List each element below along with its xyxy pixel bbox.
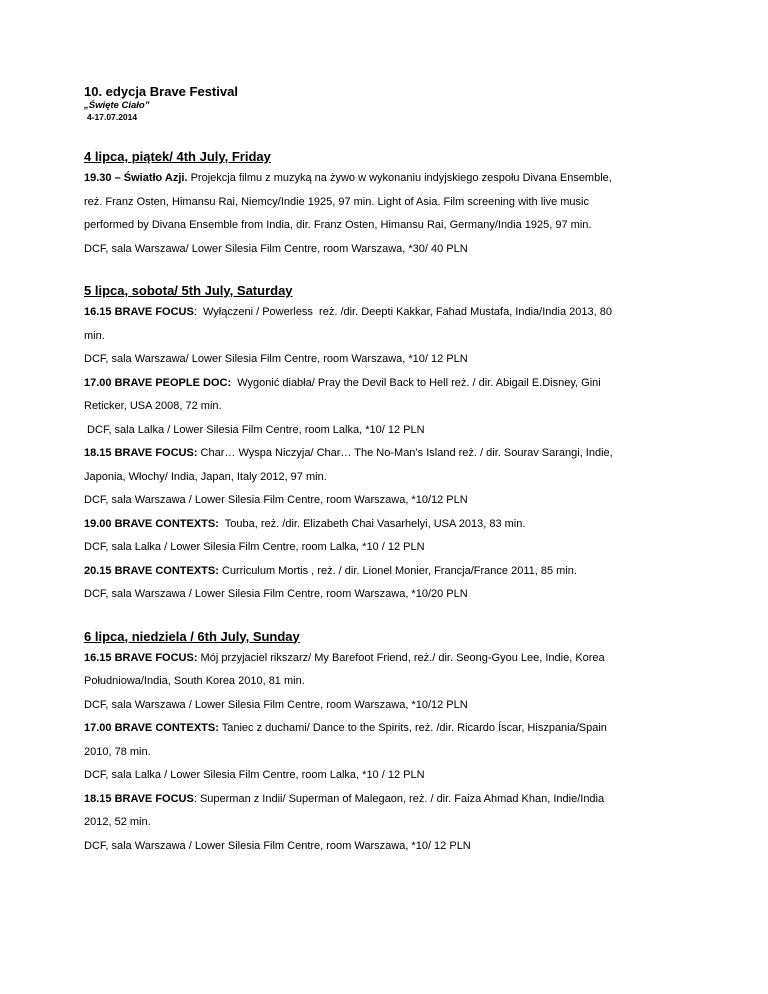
event-text: Mój przyjaciel rikszarz/ My Barefoot Friend, reż./ dir. Seong-Gyou Lee, Indie, Korea — [197, 651, 605, 664]
event-time-label: 20.15 BRAVE CONTEXTS: — [84, 564, 219, 577]
event-text: performed by Divana Ensemble from India, dir. Franz Osten, Himansu Rai, Germany/India 1925, 97 min. — [84, 219, 592, 231]
day-section — [84, 283, 694, 607]
schedule-line — [84, 764, 694, 788]
schedule-line — [84, 560, 694, 584]
festival-dates: 4-17.07.2014 — [87, 112, 138, 122]
event-text: 2010, 78 min. — [84, 745, 151, 758]
event-time-label: 16.15 BRAVE FOCUS: — [84, 651, 198, 664]
schedule-line — [84, 741, 694, 765]
schedule-line — [84, 214, 694, 238]
event-text: Taniec z duchami/ Dance to the Spirits, reż. /dir. Ricardo Íscar, Hiszpania/Spain — [218, 722, 607, 734]
schedule-line — [84, 442, 694, 466]
event-text: DCF, sala Warszawa / Lower Silesia Film Centre, room Warszawa, *10/12 PLN — [84, 494, 468, 506]
schedule-line — [84, 536, 694, 560]
event-time-label: 16.15 BRAVE FOCUS — [84, 306, 194, 318]
schedule-line — [84, 811, 694, 835]
event-text: Południowa/India, South Korea 2010, 81 min. — [84, 675, 305, 687]
schedule-line — [84, 694, 694, 718]
event-time-label: 17.00 BRAVE CONTEXTS: — [84, 722, 219, 734]
schedule-line — [84, 372, 694, 396]
event-text: 2012, 52 min. — [84, 816, 151, 828]
schedule — [84, 149, 694, 858]
schedule-line — [84, 489, 694, 513]
schedule-line — [84, 670, 694, 694]
document-page — [84, 84, 694, 858]
schedule-line — [84, 835, 694, 859]
schedule-line — [84, 513, 694, 537]
schedule-line — [84, 788, 694, 812]
day-heading: 4 lipca, piątek/ 4th July, Friday — [84, 149, 271, 164]
schedule-line — [84, 167, 694, 191]
event-text: min. — [84, 329, 105, 342]
day-section — [84, 629, 694, 859]
event-text: reż. Franz Osten, Himansu Rai, Niemcy/Indie 1925, 97 min. Light of Asia. Film screening with live music — [84, 195, 589, 208]
event-time-label: 19.00 BRAVE CONTEXTS: — [84, 517, 219, 530]
event-text: DCF, sala Lalka / Lower Silesia Film Centre, room Lalka, *10 / 12 PLN — [84, 769, 425, 781]
event-text: Japonia, Włochy/ India, Japan, Italy 2012, 97 min. — [84, 470, 327, 483]
event-text: DCF, sala Warszawa/ Lower Silesia Film Centre, room Warszawa, *30/ 40 PLN — [84, 242, 468, 255]
schedule-line — [84, 325, 694, 349]
event-time-label: 17.00 BRAVE PEOPLE DOC: — [84, 376, 232, 389]
schedule-line — [84, 647, 694, 671]
event-text: DCF, sala Warszawa / Lower Silesia Film Centre, room Warszawa, *10/20 PLN — [84, 588, 468, 600]
day-heading: 5 lipca, sobota/ 5th July, Saturday — [84, 283, 293, 298]
event-text: Curriculum Mortis , reż. / dir. Lionel Monier, Francja/France 2011, 85 min. — [218, 564, 577, 577]
event-text: : Wyłączeni / Powerless reż. /dir. Deepti Kakkar, Fahad Mustafa, India/India 2013, 80 — [193, 306, 612, 318]
event-time-label: 19.30 – Światło Azji. — [84, 172, 188, 184]
schedule-line — [84, 395, 694, 419]
event-text: Reticker, USA 2008, 72 min. — [84, 400, 222, 412]
event-text: Touba, reż. /dir. Elizabeth Chai Vasarhelyi, USA 2013, 83 min. — [218, 517, 526, 530]
event-time-label: 18.15 BRAVE FOCUS — [84, 792, 194, 805]
event-text: DCF, sala Warszawa/ Lower Silesia Film Centre, room Warszawa, *10/ 12 PLN — [84, 353, 468, 365]
schedule-line — [84, 348, 694, 372]
event-text: DCF, sala Lalka / Lower Silesia Film Centre, room Lalka, *10/ 12 PLN — [84, 423, 425, 436]
event-text: Char… Wyspa Niczyja/ Char… The No-Man’s Island reż. / dir. Sourav Sarangi, Indie, — [197, 447, 613, 459]
event-text: Wygonić diabła/ Pray the Devil Back to Hell reż. / dir. Abigail E.Disney, Gini — [231, 376, 601, 389]
schedule-line — [84, 717, 694, 741]
schedule-line — [84, 583, 694, 607]
event-text: : Superman z Indii/ Superman of Malegaon, reż. / dir. Faiza Ahmad Khan, Indie/India — [193, 792, 605, 805]
event-text: DCF, sala Warszawa / Lower Silesia Film Centre, room Warszawa, *10/ 12 PLN — [84, 839, 471, 852]
event-time-label: 18.15 BRAVE FOCUS: — [84, 447, 198, 459]
day-section — [84, 149, 694, 261]
festival-motto: „Święte Ciało” — [84, 100, 150, 111]
schedule-line — [84, 301, 694, 325]
schedule-line — [84, 419, 694, 443]
day-heading: 6 lipca, niedziela / 6th July, Sunday — [84, 628, 300, 644]
schedule-line — [84, 466, 694, 490]
event-text: DCF, sala Warszawa / Lower Silesia Film Centre, room Warszawa, *10/12 PLN — [84, 698, 468, 711]
event-text: DCF, sala Lalka / Lower Silesia Film Centre, room Lalka, *10 / 12 PLN — [84, 541, 425, 553]
schedule-line — [84, 238, 694, 262]
event-text: Projekcja filmu z muzyką na żywo w wykonaniu indyjskiego zespołu Divana Ensemble, — [187, 172, 612, 184]
festival-title: 10. edycja Brave Festival — [84, 84, 238, 99]
schedule-line — [84, 191, 694, 215]
